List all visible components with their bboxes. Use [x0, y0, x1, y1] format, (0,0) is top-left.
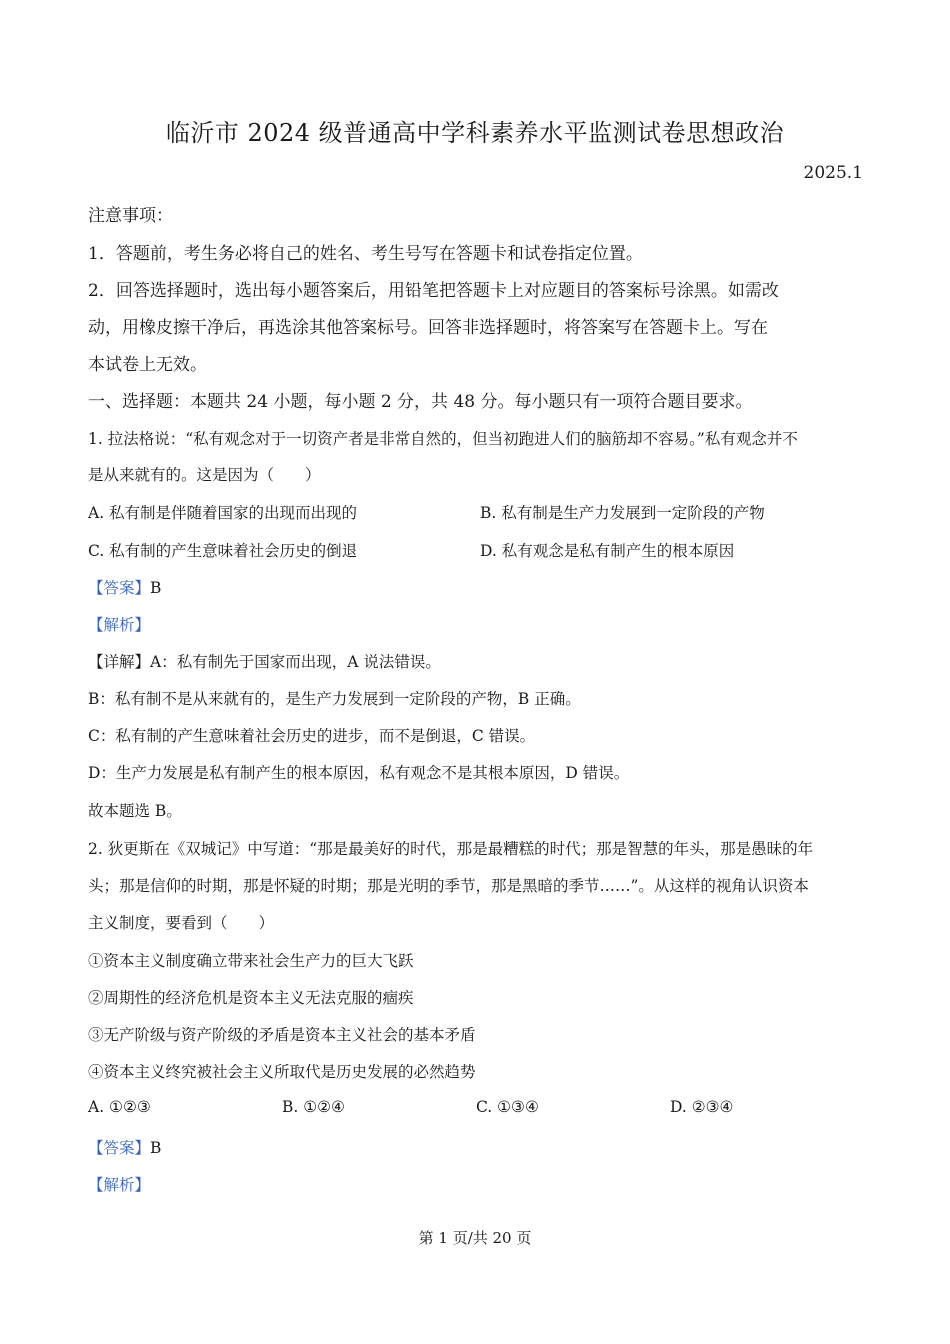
q1-detail-d: D：生产力发展是私有制产生的根本原因，私有观念不是其根本原因，D 错误。	[88, 764, 630, 782]
q2-analysis	[88, 1173, 150, 1195]
q2-option-d: D. ②③④	[670, 1098, 734, 1116]
q2-statement-1: ①资本主义制度确立带来社会生产力的巨大飞跃	[88, 952, 414, 970]
q1-stem-line-1: 1. 拉法格说：“私有观念对于一切资产者是非常自然的，但当初跑进人们的脑筋却不容易。”私有观念并不	[88, 430, 798, 448]
q2-statement-3: ③无产阶级与资产阶级的矛盾是资本主义社会的基本矛盾	[88, 1026, 476, 1044]
exam-date: 2025.1	[803, 163, 863, 183]
notice-item-2-line-3: 本试卷上无效。	[88, 355, 207, 375]
notice-heading: 注意事项：	[88, 206, 173, 226]
q2-stem-line-2: 头；那是信仰的时期，那是怀疑的时期；那是光明的季节，那是黑暗的季节……”。从这样的视角认识资本	[88, 877, 809, 895]
q2-option-a: A. ①②③	[88, 1098, 151, 1116]
q2-statement-2: ②周期性的经济危机是资本主义无法克服的痼疾	[88, 989, 414, 1007]
q1-detail-b: B：私有制不是从来就有的，是生产力发展到一定阶段的产物，B 正确。	[88, 690, 581, 708]
page-footer: 第 1 页/共 20 页	[418, 1229, 532, 1247]
q1-detail-a	[88, 650, 441, 672]
page-title: 临沂市 2024 级普通高中学科素养水平监测试卷思想政治	[165, 119, 785, 147]
q2-option-c: C. ①③④	[476, 1098, 539, 1116]
q1-answer-tag: 【答案】	[88, 579, 151, 597]
q1-stem-line-2: 是从来就有的。这是因为（ ）	[88, 466, 321, 484]
q1-option-a: A. 私有制是伴随着国家的出现而出现的	[88, 504, 358, 522]
q1-option-c: C. 私有制的产生意味着社会历史的倒退	[88, 542, 358, 560]
q2-stem-line-1: 2. 狄更斯在《双城记》中写道：“那是最美好的时代，那是最糟糕的时代；那是智慧的年头，那是愚昧的年	[88, 840, 814, 858]
q1-answer	[88, 576, 161, 598]
q1-option-b: B. 私有制是生产力发展到一定阶段的产物	[480, 504, 765, 522]
q2-stem-line-3: 主义制度，要看到（ ）	[88, 914, 275, 932]
q2-answer	[88, 1136, 161, 1158]
q1-analysis	[88, 613, 150, 635]
q1-answer-value: B	[150, 579, 162, 597]
q2-analysis-tag: 【解析】	[88, 1176, 151, 1194]
q1-detail-tag: 【详解】	[88, 653, 151, 671]
q1-detail-a-text: A：私有制先于国家而出现，A 说法错误。	[150, 653, 441, 671]
q1-detail-c: C：私有制的产生意味着社会历史的进步，而不是倒退，C 错误。	[88, 727, 536, 745]
q2-statement-4: ④资本主义终究被社会主义所取代是历史发展的必然趋势	[88, 1063, 476, 1081]
q1-conclusion: 故本题选 B。	[88, 802, 182, 820]
notice-item-2-line-1: 2．回答选择题时，选出每小题答案后，用铅笔把答题卡上对应题目的答案标号涂黑。如需改	[88, 281, 779, 301]
q1-option-d: D. 私有观念是私有制产生的根本原因	[480, 542, 735, 560]
section-heading: 一、选择题：本题共 24 小题，每小题 2 分，共 48 分。每小题只有一项符合题目要求。	[88, 392, 753, 412]
q2-answer-tag: 【答案】	[88, 1139, 151, 1157]
notice-item-1: 1．答题前，考生务必将自己的姓名、考生号写在答题卡和试卷指定位置。	[88, 244, 643, 264]
q2-answer-value: B	[150, 1139, 162, 1157]
q1-analysis-tag: 【解析】	[88, 616, 151, 634]
q2-option-b: B. ①②④	[282, 1098, 345, 1116]
notice-item-2-line-2: 动，用橡皮擦干净后，再选涂其他答案标号。回答非选择题时，将答案写在答题卡上。写在	[88, 318, 768, 338]
